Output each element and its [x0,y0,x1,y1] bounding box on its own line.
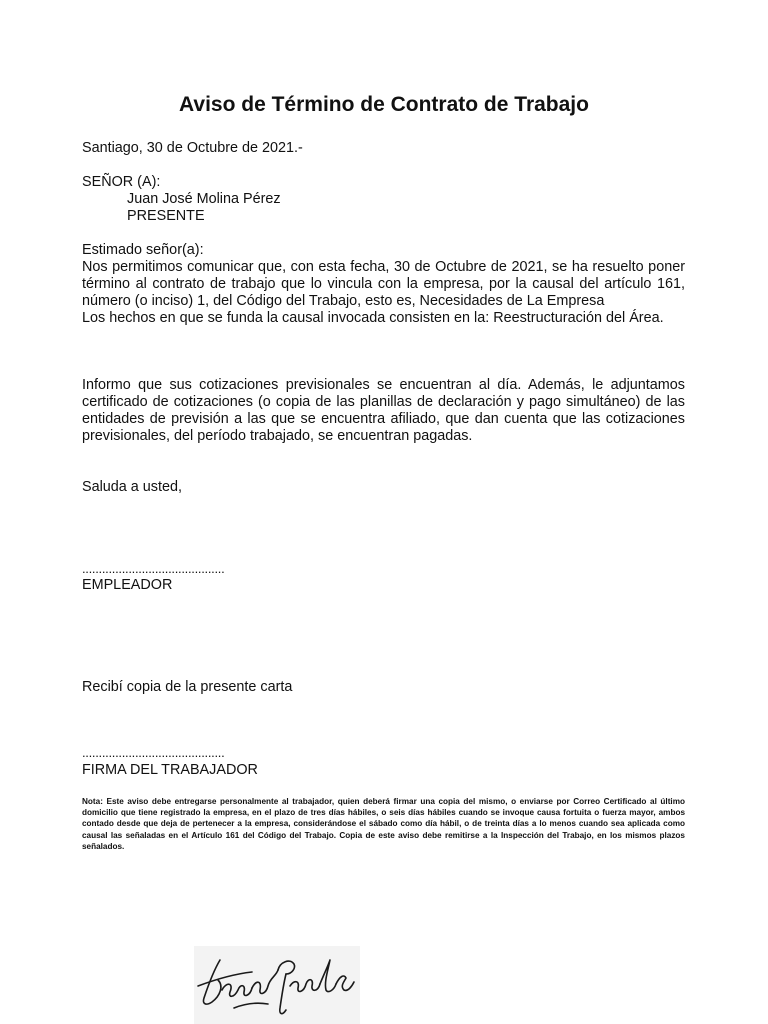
place-date: Santiago, 30 de Octubre de 2021.- [82,140,303,156]
salutation-label: SEÑOR (A): [82,174,161,190]
body-section [82,259,685,327]
closing: Saluda a usted, [82,479,183,495]
receipt-text: Recibí copia de la presente carta [82,679,293,695]
employer-label: EMPLEADOR [82,577,173,593]
page-title: Aviso de Término de Contrato de Trabajo [179,93,589,116]
recipient-presente: PRESENTE [127,208,205,224]
worker-label: FIRMA DEL TRABAJADOR [82,762,258,778]
greeting: Estimado señor(a): [82,242,204,258]
body-paragraph-1: Nos permitimos comunicar que, con esta fecha, 30 de Octubre de 2021, se ha resuelto poner término al contrato de trabajo que lo vincula con la empresa, por la causal del artículo 161, número (o inciso) 1, del Código del Trabajo, esto es, Necesidades de La Empresa [82,259,685,309]
handwritten-signature [194,946,360,1024]
worker-signature-line: ........................................... [82,745,225,760]
body-paragraph-2: Los hechos en que se funda la causal invocada consisten en la: Reestructuración del Área. [82,310,664,326]
recipient-name: Juan José Molina Pérez [127,191,281,207]
employer-signature-line: ........................................... [82,561,225,576]
body-paragraph-3: Informo que sus cotizaciones previsionales se encuentran al día. Además, le adjuntamos certificado de cotizaciones (o copia de las planillas de declaración y pago simultáneo) de las entidades de previsión a las que se encuentra afiliado, que dan cuenta que las cotizaciones previsionales, del período trabajado, se encuentran pagadas. [82,377,685,444]
legal-note: Nota: Este aviso debe entregarse personalmente al trabajador, quien deberá firmar una copia del mismo, o enviarse por Correo Certificado al último domicilio que tiene registrado la empresa, en el plazo de tres días hábiles, o seis días hábiles cuando se invoque causa fortuita o fuerza mayor, ambos contado desde que deja de pertenecer a la empresa, considerándose el sábado como día hábil, o de treinta días a lo menos cuando sea aplicada como causal las señaladas en el Artículo 161 del Código del Trabajo. Copia de este aviso debe remitirse a la Inspección del Trabajo, en los mismos plazos señalados. [82,797,685,851]
